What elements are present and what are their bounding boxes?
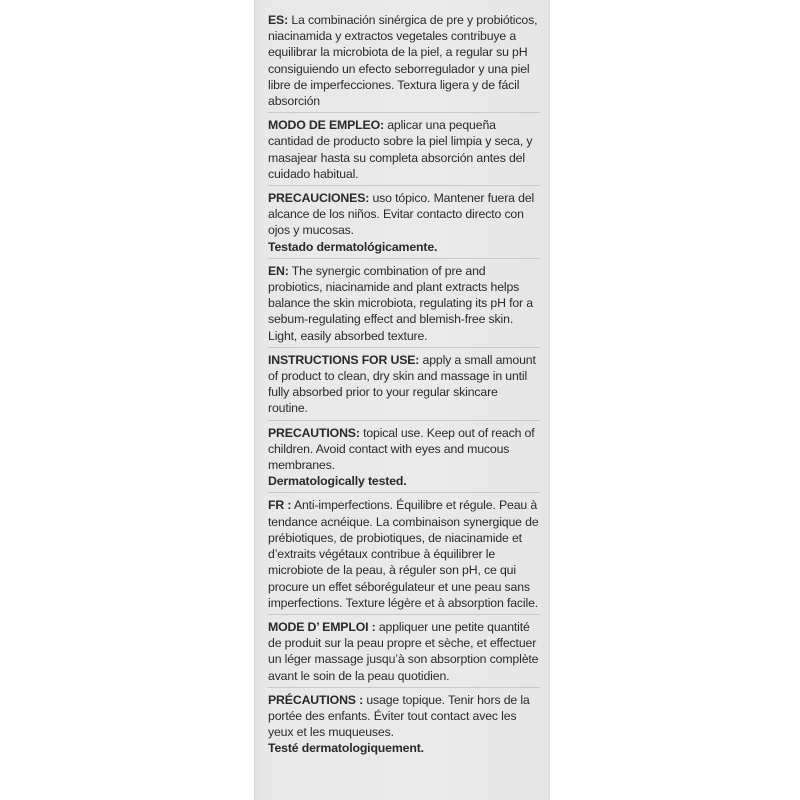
fr-usage-text: appliquer une petite quantité de produit sur la peau propre et sèche, et effectuer un léger massage jusqu’à son absorption complète avant le soin de la peau quotidien. (268, 619, 539, 683)
fr-description-text: Anti-imperfections. Équilibre et régule. Peau à tendance acnéique. La combinaison synergique de prébiotiques, de probiotiques, de niacinamide et d’extraits végétaux contribue à équilibrer le microbiote de la peau, à réguler son pH, ce qui procure un effet séborégulateur et une peau sans imperfections. Texture légère et à absorption facile. (268, 498, 539, 610)
fr-precautions-text: usage topique. Tenir hors de la portée des enfants. Éviter tout contact avec les yeux et les muqueuses. (268, 692, 530, 740)
en-description (268, 263, 540, 348)
es-usage-text: aplicar una pequeña cantidad de producto sobre la piel limpia y seca, y masajear hasta su completa absorción antes del cuidado habitual. (268, 118, 533, 181)
es-precautions-text: uso tópico. Mantener fuera del alcance de los niños. Evitar contacto directo con ojos y mucosas. (268, 191, 535, 238)
en-description-text: The synergic combination of pre and probiotics, niacinamide and plant extracts helps balance the skin microbiota, regulating its pH for a sebum-regulating effect and blemish-free skin. Light, easily absorbed texture. (268, 263, 533, 343)
es-description (268, 12, 540, 113)
en-usage-label: INSTRUCTIONS FOR USE: (268, 352, 420, 367)
es-usage (268, 117, 540, 186)
en-language-label: EN: (268, 263, 289, 278)
fr-precautions (268, 692, 540, 760)
es-precautions-label: PRECAUCIONES: (268, 191, 370, 206)
fr-usage (268, 619, 540, 688)
en-usage-text: apply a small amount of product to clean, dry skin and massage in until fully absorbed prior to your regular skincare routine. (268, 352, 536, 416)
product-label-text (268, 12, 540, 764)
fr-usage-label: MODE D’ EMPLOI : (268, 619, 376, 634)
fr-tested-note: Testé dermatologiquement. (268, 741, 424, 756)
es-tested-note: Testado dermatológicamente. (268, 239, 438, 254)
en-usage (268, 352, 540, 421)
es-usage-label: MODO DE EMPLEO: (268, 118, 384, 133)
fr-language-label: FR : (268, 498, 292, 513)
en-precautions-label: PRECAUTIONS: (268, 425, 360, 440)
es-description-text: La combinación sinérgica de pre y probióticos, niacinamida y extractos vegetales contribuye a equilibrar la microbiota de la piel, a regular su pH consiguiendo un efecto seborregulador y una piel libre de imperfecciones. Textura ligera y de fácil absorción (268, 13, 538, 109)
es-precautions (268, 190, 540, 259)
en-precautions (268, 425, 540, 494)
en-tested-note: Dermatologically tested. (268, 474, 407, 489)
fr-precautions-label: PRÉCAUTIONS : (268, 692, 364, 707)
fr-description (268, 497, 540, 614)
es-language-label: ES: (268, 13, 289, 27)
en-precautions-text: topical use. Keep out of reach of children. Avoid contact with eyes and mucous membranes. (268, 425, 535, 473)
